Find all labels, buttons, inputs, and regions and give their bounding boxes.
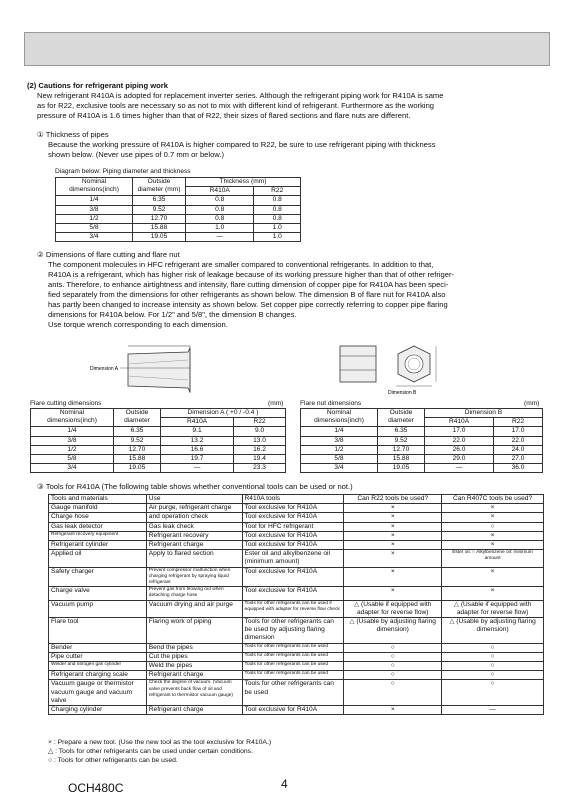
table-cell: 15.88 xyxy=(378,455,425,464)
tools-header-cell: Tools and materials xyxy=(49,495,147,504)
s2-title: ② Dimensions of flare cutting and flare nut xyxy=(37,250,180,259)
flare-nut-table xyxy=(300,408,543,473)
table-cell: Tool exclusive for R410A xyxy=(242,706,344,715)
intro-line-3: pressure of R410A is 1.6 times higher than that of R22, their sizes of flared sections and flare nuts are different. xyxy=(37,111,411,120)
table-cell: 19.05 xyxy=(114,464,161,473)
table-cell: ○ xyxy=(442,522,544,531)
table-cell: ○ xyxy=(344,652,442,661)
table-cell: × xyxy=(344,550,442,567)
table-cell: 12.70 xyxy=(378,445,425,454)
table-row xyxy=(49,652,544,661)
table-cell: ○ xyxy=(442,643,544,652)
table-cell: 1/4 xyxy=(56,196,133,205)
table-cell: Prevent gas from blowing out when detaching charge hose xyxy=(146,587,242,600)
table-cell: Refrigerant charging scale xyxy=(49,671,147,680)
t2-h-outside: Outside diameter xyxy=(114,409,161,427)
footer-page-number: 4 xyxy=(281,777,288,791)
table-cell: × xyxy=(442,504,544,513)
table-row xyxy=(56,205,301,214)
table-cell: 12.70 xyxy=(114,445,161,454)
table-cell: × xyxy=(344,587,442,600)
table-cell: × xyxy=(344,513,442,522)
s2-line-4: fied separately from the dimensions for other refrigerants as shown below. The dimension B of flare nut for R410A also xyxy=(48,290,446,299)
table-cell: 1.0 xyxy=(254,233,301,242)
table-cell: 19.4 xyxy=(234,455,286,464)
table-cell: 19.05 xyxy=(378,464,425,473)
t2-h-nominal: Nominal dimensions(inch) xyxy=(31,409,114,427)
table-cell: 3/4 xyxy=(31,464,114,473)
table-cell: 9.0 xyxy=(234,427,286,436)
table-cell: 5/8 xyxy=(56,224,133,233)
table-cell: 12.70 xyxy=(133,214,186,223)
t1-h-r22: R22 xyxy=(254,187,301,196)
table-cell: ○ xyxy=(442,671,544,680)
s2-line-3: ants. Therefore, to enhance airtightness and intensity, flare cutting dimension of copper pipe for R410A has been speci- xyxy=(48,280,449,289)
table-cell: Vacuum gauge or thermistor vacuum gauge and vacuum valve xyxy=(49,680,147,706)
table-cell: 22.0 xyxy=(425,436,494,445)
table-row xyxy=(31,427,286,436)
table-row xyxy=(49,671,544,680)
tools-header-cell: Use xyxy=(146,495,242,504)
table-cell: Air purge, refrigerant charge xyxy=(146,504,242,513)
table-cell: 3/8 xyxy=(31,436,114,445)
table-cell: ○ xyxy=(442,662,544,671)
table-cell: 0.8 xyxy=(186,205,254,214)
table-cell: — xyxy=(186,233,254,242)
table-cell: 0.8 xyxy=(254,205,301,214)
table-cell: ○ xyxy=(344,671,442,680)
table-cell: Tools for other refrigerants can be used xyxy=(242,643,344,652)
flare-pipe-diagram xyxy=(88,342,228,402)
table-cell: ○ xyxy=(344,662,442,671)
s3-title: ③ Tools for R410A (The following table shows whether conventional tools can be used or not.) xyxy=(37,482,353,491)
table-cell: 15.88 xyxy=(133,224,186,233)
table-cell: 17.0 xyxy=(494,427,543,436)
t2-h-dimension-a: Dimension A ( +0 / -0.4 ) xyxy=(161,409,286,418)
t2-h-r410a: R410A xyxy=(161,418,234,427)
tools-header-cell: R410A tools xyxy=(242,495,344,504)
table-cell: 9.1 xyxy=(161,427,234,436)
table-cell: Refrigerant charge xyxy=(146,541,242,550)
table-cell: Tool exclusive for R410A xyxy=(242,513,344,522)
table-cell: × xyxy=(442,513,544,522)
table-cell: Tools for other refrigerants can be used xyxy=(242,680,344,706)
table-cell: Welder and nitrogen gas cylinder xyxy=(49,662,147,671)
table-cell: Charge valve xyxy=(49,587,147,600)
table-cell: Ester oil: ○ Alkylbenzene oil: minimum amount xyxy=(442,550,544,567)
table-row xyxy=(56,196,301,205)
table-cell: Bender xyxy=(49,643,147,652)
table-cell: Check the degree of vacuum. (Vacuum valve prevents back flow of oil and refrigerant to thermistor vacuum gauge) xyxy=(146,680,242,706)
table-cell: 0.8 xyxy=(186,214,254,223)
t3-h-r410a: R410A xyxy=(425,418,494,427)
table-row xyxy=(301,464,543,473)
table-cell: 1/2 xyxy=(31,445,114,454)
table-cell: × xyxy=(442,587,544,600)
table-cell: Tool exclusive for R410A xyxy=(242,567,344,587)
table-row xyxy=(49,531,544,540)
table-cell: Cut the pipes xyxy=(146,652,242,661)
table-cell: 6.35 xyxy=(133,196,186,205)
table-row xyxy=(49,618,544,644)
s1-line-2: shown below. (Never use pipes of 0.7 mm or below.) xyxy=(48,150,225,159)
table-cell: 27.0 xyxy=(494,455,543,464)
table-cell: 1/4 xyxy=(301,427,378,436)
table-cell: × xyxy=(442,541,544,550)
table-cell: 1.0 xyxy=(186,224,254,233)
table-cell: Gas leak check xyxy=(146,522,242,531)
table-cell: Charging cylinder xyxy=(49,706,147,715)
s2-line-6: dimensions for R410A below. For 1/2" and 5/8", the dimension B changes. xyxy=(48,310,297,319)
table-cell: ○ xyxy=(442,680,544,706)
table-cell: Vacuum drying and air purge xyxy=(146,600,242,617)
t3-unit: (mm) xyxy=(524,400,540,407)
table-cell: Tools for other refrigerants can be used xyxy=(242,652,344,661)
table-row xyxy=(49,600,544,617)
table-row xyxy=(49,587,544,600)
table-cell: Tool exclusive for R410A xyxy=(242,531,344,540)
table-row xyxy=(301,436,543,445)
dim-a-label: Dimension A xyxy=(90,366,119,372)
header-bar xyxy=(24,32,550,66)
table-row xyxy=(49,680,544,706)
table-cell: Bend the pipes xyxy=(146,643,242,652)
table-cell: 16.2 xyxy=(234,445,286,454)
table-row xyxy=(301,445,543,454)
table-cell: 3/8 xyxy=(56,205,133,214)
table-cell: Gauge manifold xyxy=(49,504,147,513)
table-cell: 13.2 xyxy=(161,436,234,445)
table-cell: △ (Usable by adjusting flaring dimension) xyxy=(442,618,544,644)
t2-h-r22: R22 xyxy=(234,418,286,427)
table-cell: 24.0 xyxy=(494,445,543,454)
table-row xyxy=(49,706,544,715)
table-cell: 26.0 xyxy=(425,445,494,454)
table-cell: Vacuum pump xyxy=(49,600,147,617)
table-cell: Ester oil and alkylbenzene oil (minimum amount) xyxy=(242,550,344,567)
table-cell: Charge hose xyxy=(49,513,147,522)
table-cell: 1/4 xyxy=(31,427,114,436)
s2-line-7: Use torque wrench corresponding to each dimension. xyxy=(48,320,228,329)
table-cell: Weld the pipes xyxy=(146,662,242,671)
table-cell: Tool exclusive for R410A xyxy=(242,587,344,600)
table-row xyxy=(301,427,543,436)
table-row xyxy=(49,662,544,671)
intro-line-2: as for R22, exclusive tools are necessary so as not to mix with different kind of refrigerant. Furthermore as the working xyxy=(37,101,435,110)
table-row xyxy=(56,224,301,233)
t3-h-r22: R22 xyxy=(494,418,543,427)
table-cell: ○ xyxy=(344,680,442,706)
t3-h-dimension-b: Dimension B xyxy=(425,409,543,418)
s1-title: ① Thickness of pipes xyxy=(37,130,109,139)
table-cell: 23.3 xyxy=(234,464,286,473)
table-cell: Refrigerant recovery xyxy=(146,531,242,540)
table-cell: × xyxy=(344,541,442,550)
table-row xyxy=(49,567,544,587)
table-cell: 13.0 xyxy=(234,436,286,445)
s2-line-1: The component molecules in HFC refrigerant are smaller compared to conventional refrigerants. In addition to that, xyxy=(48,260,434,269)
table-cell: 0.8 xyxy=(186,196,254,205)
table-cell: Gas leak detector xyxy=(49,522,147,531)
table-row xyxy=(31,445,286,454)
table-cell: Tool exclusive for R410A xyxy=(242,504,344,513)
table-cell: Applied oil xyxy=(49,550,147,567)
table-cell: × xyxy=(442,531,544,540)
table-cell: 5/8 xyxy=(31,455,114,464)
table-cell: ○ xyxy=(442,652,544,661)
table-cell: △ (Usable if equipped with adapter for reverse flow) xyxy=(442,600,544,617)
table-cell: 36.0 xyxy=(494,464,543,473)
t1-h-thickness: Thickness (mm) xyxy=(186,178,301,187)
table-cell: 15.88 xyxy=(114,455,161,464)
table-cell: Refrigerant charge xyxy=(146,671,242,680)
s2-line-5: has partly been changed to increase intensity as shown below. Set copper pipe correctly referring to copper pipe flaring xyxy=(48,300,448,309)
tools-table xyxy=(48,494,544,715)
table-cell: 9.52 xyxy=(133,205,186,214)
table-cell: — xyxy=(161,464,234,473)
table-cell: 29.0 xyxy=(425,455,494,464)
table-cell: 5/8 xyxy=(301,455,378,464)
table-row xyxy=(49,643,544,652)
table-row xyxy=(31,436,286,445)
t3-h-outside: Outside diameter xyxy=(378,409,425,427)
table-row xyxy=(56,214,301,223)
table-cell: 16.6 xyxy=(161,445,234,454)
table-cell: 17.0 xyxy=(425,427,494,436)
table-row xyxy=(49,513,544,522)
table-cell: Tool for HFC refrigerant xyxy=(242,522,344,531)
table-cell: × xyxy=(344,706,442,715)
table-cell: 6.35 xyxy=(378,427,425,436)
table-cell: × xyxy=(344,504,442,513)
t2-caption: Flare cutting dimensions xyxy=(30,400,102,407)
table-cell: Tools for other refrigerants can be used xyxy=(242,662,344,671)
table-cell: 19.7 xyxy=(161,455,234,464)
table-cell: and operation check xyxy=(146,513,242,522)
flare-cutting-table xyxy=(30,408,286,473)
table-cell: Tool exclusive for R410A xyxy=(242,541,344,550)
table-row xyxy=(49,504,544,513)
table-cell: 0.8 xyxy=(254,196,301,205)
table-row xyxy=(31,455,286,464)
t1-h-r410a: R410A xyxy=(186,187,254,196)
table-cell: Tools for other refrigerants can be used if equipped with adapter for reverse flow check xyxy=(242,600,344,617)
table-row xyxy=(49,550,544,567)
table-cell: 9.52 xyxy=(114,436,161,445)
table-row xyxy=(56,233,301,242)
table-cell: Apply to flared section xyxy=(146,550,242,567)
pipe-thickness-table xyxy=(55,177,301,242)
table-cell: Flare tool xyxy=(49,618,147,644)
section-title: (2) Cautions for refrigerant piping work xyxy=(27,81,168,90)
legend-triangle: △ : Tools for other refrigerants can be used under certain conditions. xyxy=(48,748,253,755)
footer-model: OCH480C xyxy=(68,781,124,795)
table-row xyxy=(301,455,543,464)
table-cell: × xyxy=(344,567,442,587)
table-cell: 0.8 xyxy=(254,214,301,223)
t2-unit: (mm) xyxy=(268,400,284,407)
table-cell: × xyxy=(344,522,442,531)
table-cell: 3/4 xyxy=(301,464,378,473)
table-cell: Pipe cutter xyxy=(49,652,147,661)
dim-b-label: Dimension B xyxy=(388,390,417,396)
table-cell: Prevent compressor malfunction when charging refrigerant by spraying liquid refrigerant xyxy=(146,567,242,587)
table-cell: 19.05 xyxy=(133,233,186,242)
table-cell: ○ xyxy=(344,643,442,652)
table-cell: 22.0 xyxy=(494,436,543,445)
t3-caption: Flare nut dimensions xyxy=(300,400,362,407)
table-row xyxy=(49,541,544,550)
table-cell: × xyxy=(344,531,442,540)
table-cell: 3/4 xyxy=(56,233,133,242)
s1-line-1: Because the working pressure of R410A is higher compared to R22, be sure to use refrigerant piping with thickness xyxy=(48,140,436,149)
table-cell: × xyxy=(442,567,544,587)
table-cell: Refrigerant charge xyxy=(146,706,242,715)
flare-nut-diagram xyxy=(330,340,450,396)
table-cell: — xyxy=(425,464,494,473)
table-cell: Refrigerant cylinder xyxy=(49,541,147,550)
table-cell: 1/2 xyxy=(56,214,133,223)
table-row xyxy=(49,522,544,531)
table-cell: 3/8 xyxy=(301,436,378,445)
t1-h-outside: Outside diameter (mm) xyxy=(133,178,186,196)
t1-h-nominal: Nominal dimensions(inch) xyxy=(56,178,133,196)
intro-line-1: New refrigerant R410A is adopted for replacement inverter series. Although the refrigerant piping work for R410A is same xyxy=(37,91,444,100)
legend-cross: × : Prepare a new tool. (Use the new tool as the tool exclusive for R410A.) xyxy=(48,739,272,746)
table-cell: 6.35 xyxy=(114,427,161,436)
s2-line-2: R410A is a refrigerant, which has higher risk of leakage because of its working pressure higher than that of other refriger- xyxy=(48,270,455,279)
table-cell: 1.0 xyxy=(254,224,301,233)
legend-circle: ○ : Tools for other refrigerants can be used. xyxy=(48,757,178,764)
table-cell: Tools for other refrigerants can be used by adjusting flaring dimension xyxy=(242,618,344,644)
t1-caption: Diagram below: Piping diameter and thickness xyxy=(55,168,191,175)
tools-header-cell: Can R22 tools be used? xyxy=(344,495,442,504)
table-cell: Flaring work of piping xyxy=(146,618,242,644)
table-cell: 9.52 xyxy=(378,436,425,445)
t3-h-nominal: Nominal dimensions(inch) xyxy=(301,409,378,427)
table-row xyxy=(31,464,286,473)
table-cell: 1/2 xyxy=(301,445,378,454)
table-cell: △ (Usable by adjusting flaring dimension) xyxy=(344,618,442,644)
table-cell: Refrigerant recovery equipment xyxy=(49,531,147,540)
table-cell: — xyxy=(442,706,544,715)
table-cell: △ (Usable if equipped with adapter for reverse flow) xyxy=(344,600,442,617)
table-cell: Safety charger xyxy=(49,567,147,587)
tools-header-cell: Can R407C tools be used? xyxy=(442,495,544,504)
table-cell: Tools for other refrigerants can be used xyxy=(242,671,344,680)
